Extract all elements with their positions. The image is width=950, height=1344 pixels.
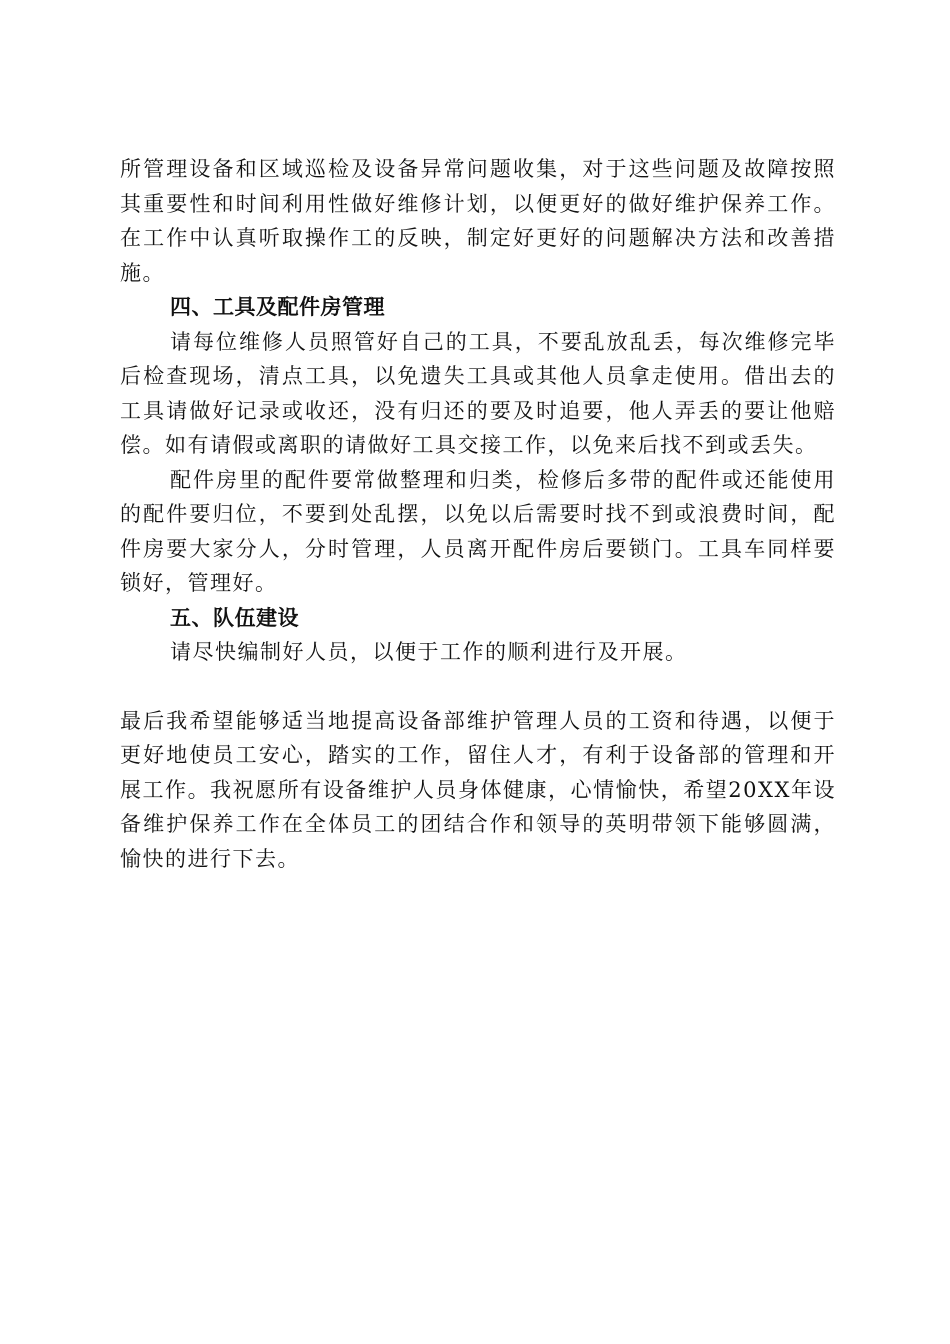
document-body bbox=[120, 152, 836, 876]
paragraph-continued: 所管理设备和区域巡检及设备异常问题收集，对于这些问题及故障按照其重要性和时间利用性做好维修计划，以便更好的做好维护保养工作。在工作中认真听取操作工的反映，制定好更好的问题解决方法和改善措施。 bbox=[120, 157, 836, 285]
section-heading-tools: 四、工具及配件房管理 bbox=[170, 295, 385, 319]
paragraph-closing: 最后我希望能够适当地提高设备部维护管理人员的工资和待遇，以便于更好地使员工安心，踏实的工作，留住人才，有利于设备部的管理和开展工作。我祝愿所有设备维护人员身体健康，心情愉快，希望20XX年设备维护保养工作在全体员工的团结合作和领导的英明带领下能够圆满，愉快的进行下去。 bbox=[120, 708, 836, 871]
paragraph-parts-room: 配件房里的配件要常做整理和归类，检修后多带的配件或还能使用的配件要归位，不要到处乱摆，以免以后需要时找不到或浪费时间，配件房要大家分人，分时管理，人员离开配件房后要锁门。工具车同样要锁好，管理好。 bbox=[120, 467, 836, 595]
blank-line bbox=[120, 670, 836, 704]
paragraph-team: 请尽快编制好人员，以便于工作的顺利进行及开展。 bbox=[170, 640, 688, 664]
paragraph-tools: 请每位维修人员照管好自己的工具，不要乱放乱丢，每次维修完毕后检查现场，清点工具，以免遗失工具或其他人员拿走使用。借出去的工具请做好记录或收还，没有归还的要及时追要，他人弄丢的要让他赔偿。如有请假或离职的请做好工具交接工作，以免来后找不到或丢失。 bbox=[120, 329, 836, 457]
section-heading-team: 五、队伍建设 bbox=[170, 605, 299, 630]
